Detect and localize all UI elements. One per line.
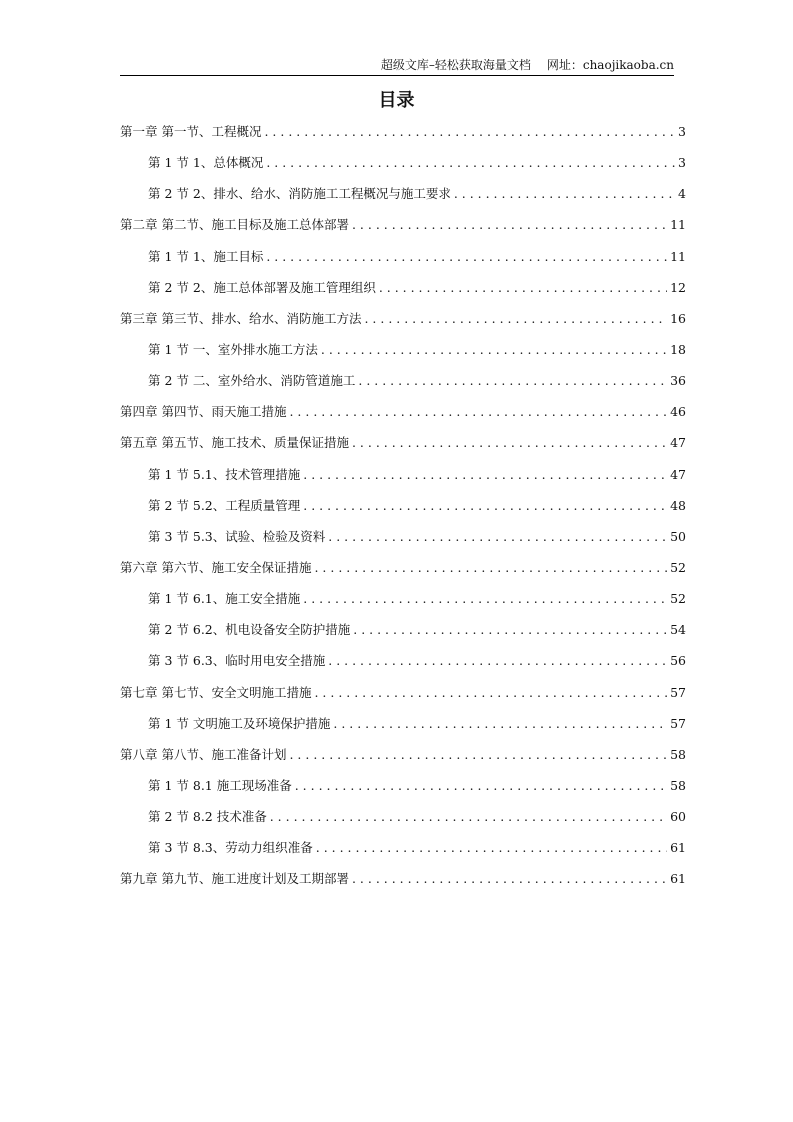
header-site: 超级文库–轻松获取海量文档 (380, 58, 531, 72)
toc-entry-label: 第一章 第一节、工程概况 (120, 124, 262, 139)
toc-entry-page: 16 (670, 310, 686, 326)
toc-entry[interactable] (120, 122, 686, 153)
toc-entry[interactable] (120, 465, 686, 496)
toc-leader-dots (333, 716, 667, 731)
toc-entry-page: 18 (670, 341, 686, 357)
toc-entry-page: 58 (670, 777, 686, 793)
toc-leader-dots (264, 124, 675, 139)
toc-entry-label: 第 1 节 8.1 施工现场准备 (148, 777, 292, 793)
toc-entry[interactable] (120, 433, 686, 464)
toc-entry[interactable] (120, 340, 686, 371)
toc-leader-dots (289, 747, 667, 762)
toc-entry-page: 47 (670, 466, 686, 482)
toc-entry-page: 56 (670, 653, 686, 669)
toc-entry-page: 3 (678, 124, 686, 139)
toc-entry-label: 第 2 节 6.2、机电设备安全防护措施 (148, 622, 351, 638)
toc-leader-dots (352, 871, 667, 886)
toc-leader-dots (379, 280, 667, 295)
toc-entry[interactable] (120, 153, 686, 184)
toc-leader-dots (353, 622, 667, 637)
toc-entry-label: 第 2 节 8.2 技术准备 (148, 809, 267, 825)
toc-entry[interactable] (120, 869, 686, 900)
toc-entry-page: 11 (670, 217, 686, 233)
toc-entry-page: 50 (670, 528, 686, 544)
toc-entry-label: 第二章 第二节、施工目标及施工总体部署 (120, 217, 349, 233)
toc-leader-dots (321, 342, 667, 357)
header-url: 网址：chaojikaoba.cn (546, 58, 674, 72)
toc-entry[interactable] (120, 651, 686, 682)
toc-entry[interactable] (120, 620, 686, 651)
toc-entry-page: 36 (670, 373, 686, 389)
toc-entry-label: 第 1 节 5.1、技术管理措施 (148, 466, 301, 482)
toc-entry-page: 48 (670, 497, 686, 513)
toc-entry[interactable] (120, 309, 686, 340)
toc-leader-dots (316, 840, 667, 855)
toc-entry-page: 4 (678, 186, 686, 202)
toc-leader-dots (303, 467, 667, 482)
toc-entry-label: 第六章 第六节、施工安全保证措施 (120, 559, 312, 575)
toc-entry[interactable] (120, 838, 686, 869)
toc-entry-label: 第 2 节 2、施工总体部署及施工管理组织 (148, 279, 376, 295)
toc-entry-label: 第 1 节 一、室外排水施工方法 (148, 341, 318, 357)
toc-entry[interactable] (120, 776, 686, 807)
toc-entry-page: 54 (670, 622, 686, 638)
toc-leader-dots (266, 155, 675, 170)
toc-leader-dots (328, 529, 667, 544)
page-title: 目录 (378, 90, 415, 111)
toc-entry-page: 12 (670, 279, 686, 295)
toc-entry-label: 第五章 第五节、施工技术、质量保证措施 (120, 435, 349, 451)
toc-leader-dots (364, 311, 667, 326)
toc-entry[interactable] (120, 496, 686, 527)
toc-entry-label: 第 2 节 5.2、工程质量管理 (148, 497, 301, 513)
toc-entry-page: 52 (670, 559, 686, 575)
toc-entry-page: 52 (670, 591, 686, 607)
toc-leader-dots (358, 373, 667, 388)
toc-entry[interactable] (120, 745, 686, 776)
toc-entry-page: 57 (670, 684, 686, 700)
toc-entry[interactable] (120, 558, 686, 589)
toc-entry[interactable] (120, 184, 686, 215)
toc-entry[interactable] (120, 215, 686, 246)
toc-entry-page: 58 (670, 746, 686, 762)
toc-entry-page: 47 (670, 435, 686, 451)
toc-leader-dots (295, 778, 667, 793)
toc-leader-dots (454, 186, 675, 201)
toc-entry-label: 第三章 第三节、排水、给水、消防施工方法 (120, 310, 362, 326)
toc-entry-label: 第四章 第四节、雨天施工措施 (120, 404, 287, 420)
toc-leader-dots (270, 809, 667, 824)
toc-entry-page: 46 (670, 404, 686, 420)
toc-entry-page: 61 (670, 840, 686, 856)
toc-entry-page: 11 (670, 248, 686, 264)
toc-entry-page: 60 (670, 809, 686, 825)
toc-entry[interactable] (120, 714, 686, 745)
toc-leader-dots (352, 435, 667, 450)
toc-entry[interactable] (120, 371, 686, 402)
toc-entry-page: 3 (678, 155, 686, 171)
toc-leader-dots (289, 404, 667, 419)
toc-entry-label: 第八章 第八节、施工准备计划 (120, 746, 287, 762)
toc-entry-label: 第七章 第七节、安全文明施工措施 (120, 684, 312, 700)
toc-entry-label: 第 1 节 文明施工及环境保护措施 (148, 715, 331, 731)
toc-entry[interactable] (120, 527, 686, 558)
toc-leader-dots (266, 249, 667, 264)
toc-entry-label: 第 3 节 5.3、试验、检验及资料 (148, 528, 326, 544)
toc-entry-page: 57 (670, 715, 686, 731)
toc-leader-dots (314, 685, 667, 700)
toc-entry-label: 第 1 节 1、施工目标 (148, 248, 264, 264)
toc-entry-label: 第 3 节 6.3、临时用电安全措施 (148, 653, 326, 669)
toc-leader-dots (328, 653, 667, 668)
table-of-contents (120, 122, 686, 901)
toc-entry[interactable] (120, 683, 686, 714)
toc-entry-page: 61 (670, 871, 686, 887)
toc-entry[interactable] (120, 589, 686, 620)
toc-leader-dots (352, 217, 667, 232)
toc-entry[interactable] (120, 807, 686, 838)
toc-leader-dots (314, 560, 667, 575)
toc-entry[interactable] (120, 402, 686, 433)
toc-entry-label: 第 1 节 1、总体概况 (148, 155, 264, 171)
toc-entry[interactable] (120, 247, 686, 278)
toc-entry-label: 第九章 第九节、施工进度计划及工期部署 (120, 871, 349, 887)
toc-leader-dots (303, 498, 667, 513)
page-header (120, 56, 674, 76)
toc-entry-label: 第 2 节 二、室外给水、消防管道施工 (148, 373, 356, 389)
toc-entry-label: 第 1 节 6.1、施工安全措施 (148, 591, 301, 607)
toc-leader-dots (303, 591, 667, 606)
toc-entry[interactable] (120, 278, 686, 309)
toc-entry-label: 第 2 节 2、排水、给水、消防施工工程概况与施工要求 (148, 186, 451, 202)
toc-entry-label: 第 3 节 8.3、劳动力组织准备 (148, 840, 313, 856)
